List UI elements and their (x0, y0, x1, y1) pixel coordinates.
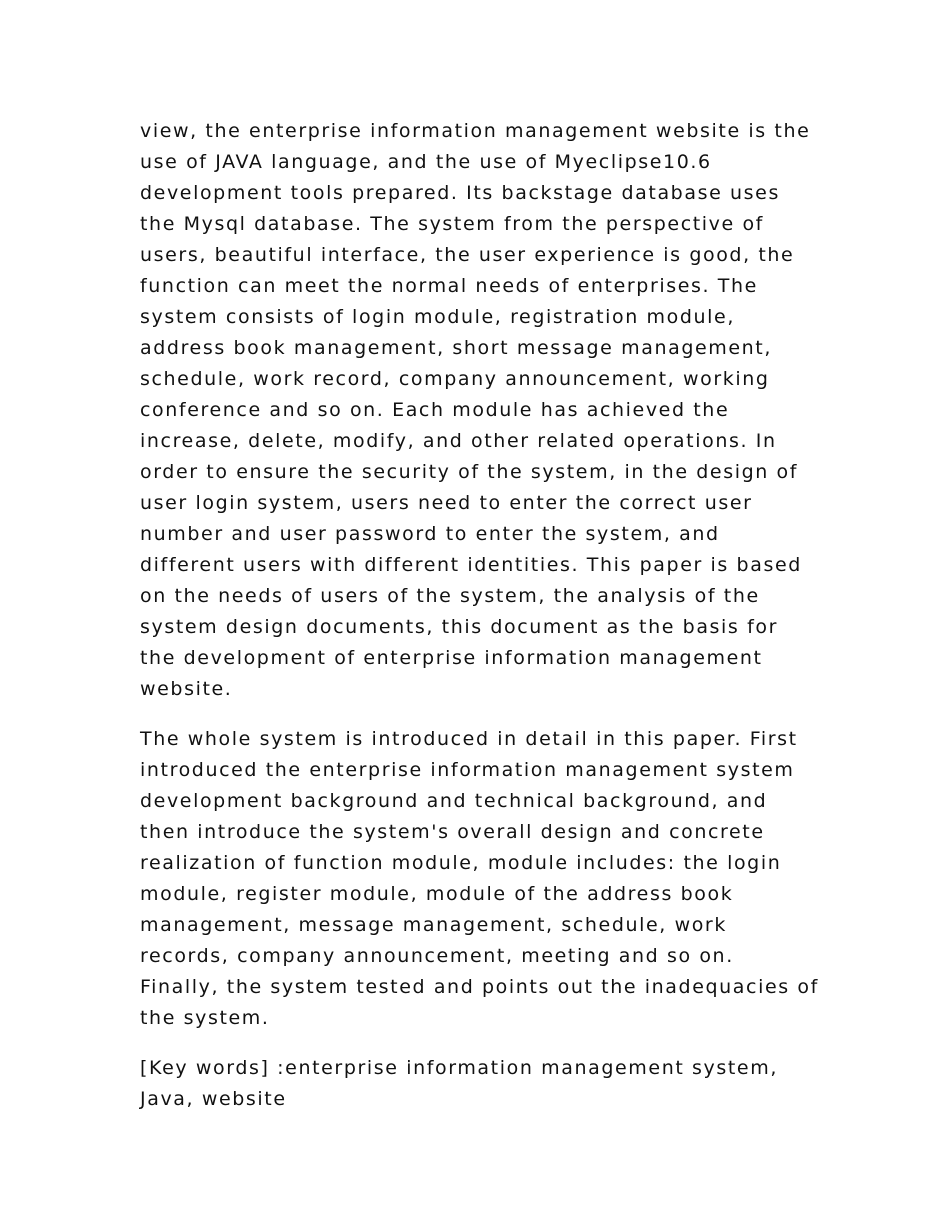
abstract-text-block (140, 116, 820, 1134)
abstract-paragraph-2: The whole system is introduced in detail in this paper. First introduced the enterprise information management system development background and technical background, and then introduce the system's overall design and concrete realization of function module, module includes: the login module, register module, module of the address book management, message management, schedule, work records, company announcement, meeting and so on. Finally, the system tested and points out the inadequacies of the system. (140, 728, 819, 1029)
keywords-paragraph: [Key words] :enterprise information management system, Java, website (140, 1057, 778, 1110)
abstract-paragraph-1: view, the enterprise information management website is the use of JAVA language, and the use of Myeclipse10.6 development tools prepared. Its backstage database uses the Mysql database. The system from the perspective of users, beautiful interface, the user experience is good, the function can meet the normal needs of enterprises. The system consists of login module, registration module, address book management, short message management, schedule, work record, company announcement, working conference and so on. Each module has achieved the increase, delete, modify, and other related operations. In order to ensure the security of the system, in the design of user login system, users need to enter the correct user number and user password to enter the system, and different users with different identities. This paper is based on the needs of users of the system, the analysis of the system design documents, this document as the basis for the development of enterprise information management website. (140, 120, 811, 700)
